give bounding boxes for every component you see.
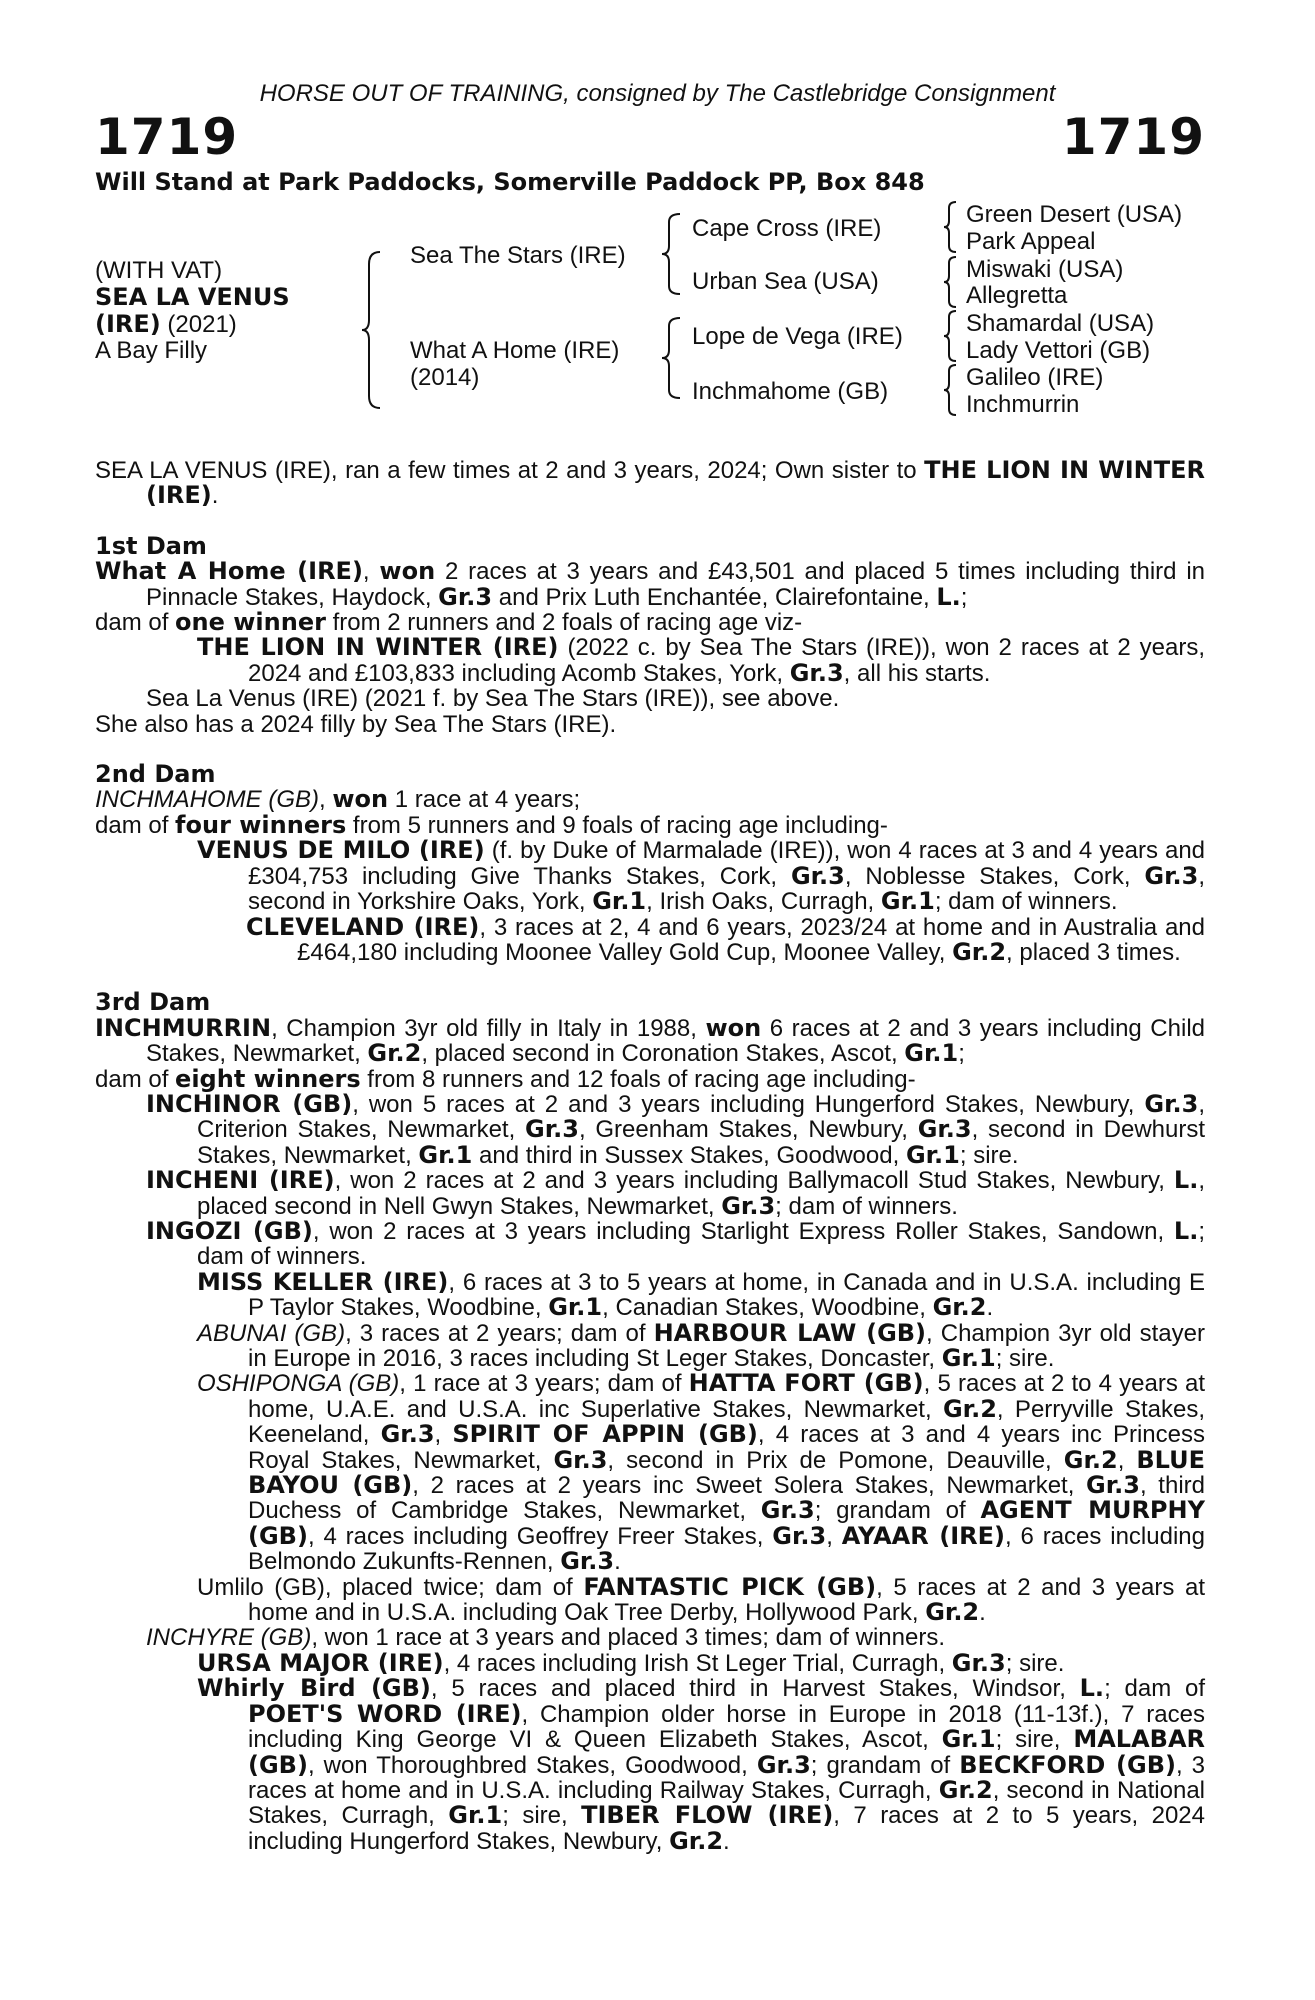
grandproduce-umlilo: Umlilo (GB), placed twice; dam of FANTASTIC PICK (GB), 5 races at 2 and 3 years at home and in U.S.A. including Oak Tree Derby, Hollywood Park, Gr.2. — [197, 1572, 1205, 1627]
first-dam-note: She also has a 2024 filly by Sea The Stars (IRE). — [95, 710, 617, 738]
grandproduce-ursa-major: URSA MAJOR (IRE), 4 races including Irish St Leger Trial, Curragh, Gr.3; sire. — [197, 1648, 1065, 1677]
third-dam-produce-summary: dam of eight winners from 8 runners and 12 foals of racing age including- — [95, 1064, 916, 1093]
gen3-brace-4 — [942, 363, 958, 417]
second-dam-heading: 2nd Dam — [95, 760, 216, 789]
third-dam-record: INCHMURRIN, Champion 3yr old filly in Italy in 1988, won 6 races at 2 and 3 years including Child Stakes, Newmarket, Gr.2, placed second in Coronation Stakes, Ascot, Gr.1; — [95, 1013, 1205, 1068]
first-dam-record: What A Home (IRE), won 2 races at 3 years and £43,501 and placed 5 times including third in Pinnacle Stakes, Haydock, Gr.3 and Prix Luth Enchantée, Clairefontaine, L.; — [95, 557, 1205, 611]
horse-description: A Bay Filly — [95, 337, 208, 364]
dam-dam: Inchmahome (GB) — [692, 378, 889, 405]
lot-number-right: 1719 — [1061, 108, 1205, 166]
first-dam-heading: 1st Dam — [95, 531, 207, 560]
first-dam-produce-1: THE LION IN WINTER (IRE) (2022 c. by Sea The Stars (IRE)), won 2 races at 2 years, 2024 and £103,833 including Acomb Stakes, York, Gr.3, all his starts. — [197, 633, 1206, 687]
grandproduce-abunai: ABUNAI (GB), 3 races at 2 years; dam of HARBOUR LAW (GB), Champion 3yr old stayer in Europe in 2016, 3 races including St Leger Stakes, Doncaster, Gr.1; sire. — [197, 1318, 1205, 1372]
gen3-brace-3 — [942, 309, 958, 363]
dss: Shamardal (USA) — [966, 310, 1155, 337]
dam: What A Home (IRE) — [410, 337, 620, 364]
dam-year: (2014) — [410, 364, 480, 391]
vat-label: (WITH VAT) — [95, 257, 223, 284]
sire-line-brace — [660, 212, 682, 296]
gen3-brace-1 — [942, 200, 958, 254]
sire: Sea The Stars (IRE) — [410, 242, 626, 269]
third-dam-heading: 3rd Dam — [95, 988, 211, 1017]
gen3-brace-2 — [942, 255, 958, 309]
grandproduce-whirly-bird: Whirly Bird (GB), 5 races and placed third in Harvest Stakes, Windsor, L.; dam of POET'S WORD (IRE), Champion older horse in Europe in 2018 (11-13f.), 7 races including King George VI & Queen Elizabeth Stakes, Ascot, Gr.1; sire, MALABAR (GB), won Thoroughbred Stakes, Goodwood, Gr.3; grandam of BECKFORD (GB), 3 races at home and in U.S.A. including Railway Stakes, Curragh, Gr.2, second in National Stakes, Curragh, Gr.1; sire, TIBER FLOW (IRE), 7 races at 2 to 5 years, 2024 including Hungerford Stakes, Newbury, Gr.2. — [197, 1674, 1206, 1855]
second-dam-produce-summary: dam of four winners from 5 runners and 9 foals of racing age including- — [95, 810, 888, 839]
sire-dam: Urban Sea (USA) — [692, 268, 879, 295]
sss: Green Desert (USA) — [966, 201, 1183, 228]
sire-dam-brace — [360, 250, 382, 410]
third-dam-produce-inchyre: INCHYRE (GB), won 1 race at 3 years and placed 3 times; dam of winners. — [146, 1624, 945, 1652]
third-dam-produce-inchinor: INCHINOR (GB), won 5 races at 2 and 3 years including Hungerford Stakes, Newbury, Gr.3, Criterion Stakes, Newmarket, Gr.3, Greenham Stakes, Newbury, Gr.3, second in Dewhurst Stakes, Newmarket, Gr.1 and third in Sussex Stakes, Goodwood, Gr.1; sire. — [146, 1089, 1206, 1169]
first-dam-produce-summary: dam of one winner from 2 runners and 2 foals of racing age viz- — [95, 608, 803, 637]
second-dam-record: INCHMAHOME (GB), won 1 race at 4 years; — [95, 785, 581, 814]
ddd: Inchmurrin — [966, 391, 1080, 418]
second-dam-produce-1: VENUS DE MILO (IRE) (f. by Duke of Marmalade (IRE)), won 4 races at 3 and 4 years and £304,753 including Give Thanks Stakes, Cork, Gr.3, Noblesse Stakes, Cork, Gr.3, second in Yorkshire Oaks, York, Gr.1, Irish Oaks, Curragh, Gr.1; dam of winners. — [197, 836, 1206, 916]
dds: Galileo (IRE) — [966, 364, 1104, 391]
consignment-line: HORSE OUT OF TRAINING, consigned by The Castlebridge Consignment — [259, 80, 1056, 107]
dam-line-brace — [660, 316, 682, 400]
stand-location: Will Stand at Park Paddocks, Somerville Paddock PP, Box 848 — [95, 168, 925, 196]
sire-sire: Cape Cross (IRE) — [692, 215, 882, 242]
lot-number-left: 1719 — [95, 108, 239, 166]
third-dam-produce-incheni: INCHENI (IRE), won 2 races at 2 and 3 years including Ballymacoll Stud Stakes, Newbury, L., placed second in Nell Gwyn Stakes, Newmarket, Gr.3; dam of winners. — [146, 1166, 1205, 1220]
sds: Miswaki (USA) — [966, 256, 1124, 283]
horse-origin-year: (IRE) (2021) — [95, 310, 237, 338]
second-dam-produce-2: CLEVELAND (IRE), 3 races at 2, 4 and 6 years, 2023/24 at home and in Australia and £464,180 including Moonee Valley Gold Cup, Moonee Valley, Gr.2, placed 3 times. — [246, 912, 1205, 966]
third-dam-produce-ingozi: INGOZI (GB), won 2 races at 3 years including Starlight Express Roller Stakes, Sandown, L.; dam of winners. — [146, 1216, 1206, 1271]
dam-sire: Lope de Vega (IRE) — [692, 323, 903, 350]
sdd: Allegretta — [966, 282, 1068, 309]
dsd: Lady Vettori (GB) — [966, 337, 1151, 364]
catalogue-body — [95, 458, 1205, 1854]
intro-paragraph: SEA LA VENUS (IRE), ran a few times at 2 and 3 years, 2024; Own sister to THE LION IN WINTER (IRE). — [95, 456, 1205, 510]
first-dam-produce-2: Sea La Venus (IRE) (2021 f. by Sea The Stars (IRE)), see above. — [146, 685, 840, 713]
horse-name: SEA LA VENUS — [95, 283, 290, 311]
ssd: Park Appeal — [966, 228, 1096, 255]
grandproduce-miss-keller: MISS KELLER (IRE), 6 races at 3 to 5 years at home, in Canada and in U.S.A. including E P Taylor Stakes, Woodbine, Gr.1, Canadian Stakes, Woodbine, Gr.2. — [197, 1267, 1205, 1322]
grandproduce-oshiponga: OSHIPONGA (GB), 1 race at 3 years; dam of HATTA FORT (GB), 5 races at 2 to 4 years at home, U.A.E. and U.S.A. inc Superlative Stakes, Newmarket, Gr.2, Perryville Stakes, Keeneland, Gr.3, SPIRIT OF APPIN (GB), 4 races at 3 and 4 years inc Princess Royal Stakes, Newmarket, Gr.3, second in Prix de Pomone, Deauville, Gr.2, BLUE BAYOU (GB), 2 races at 2 years inc Sweet Solera Stakes, Newmarket, Gr.3, third Duchess of Cambridge Stakes, Newmarket, Gr.3; grandam of AGENT MURPHY (GB), 4 races including Geoffrey Freer Stakes, Gr.3, AYAAR (IRE), 6 races including Belmondo Zukunfts-Rennen, Gr.3. — [197, 1369, 1206, 1576]
